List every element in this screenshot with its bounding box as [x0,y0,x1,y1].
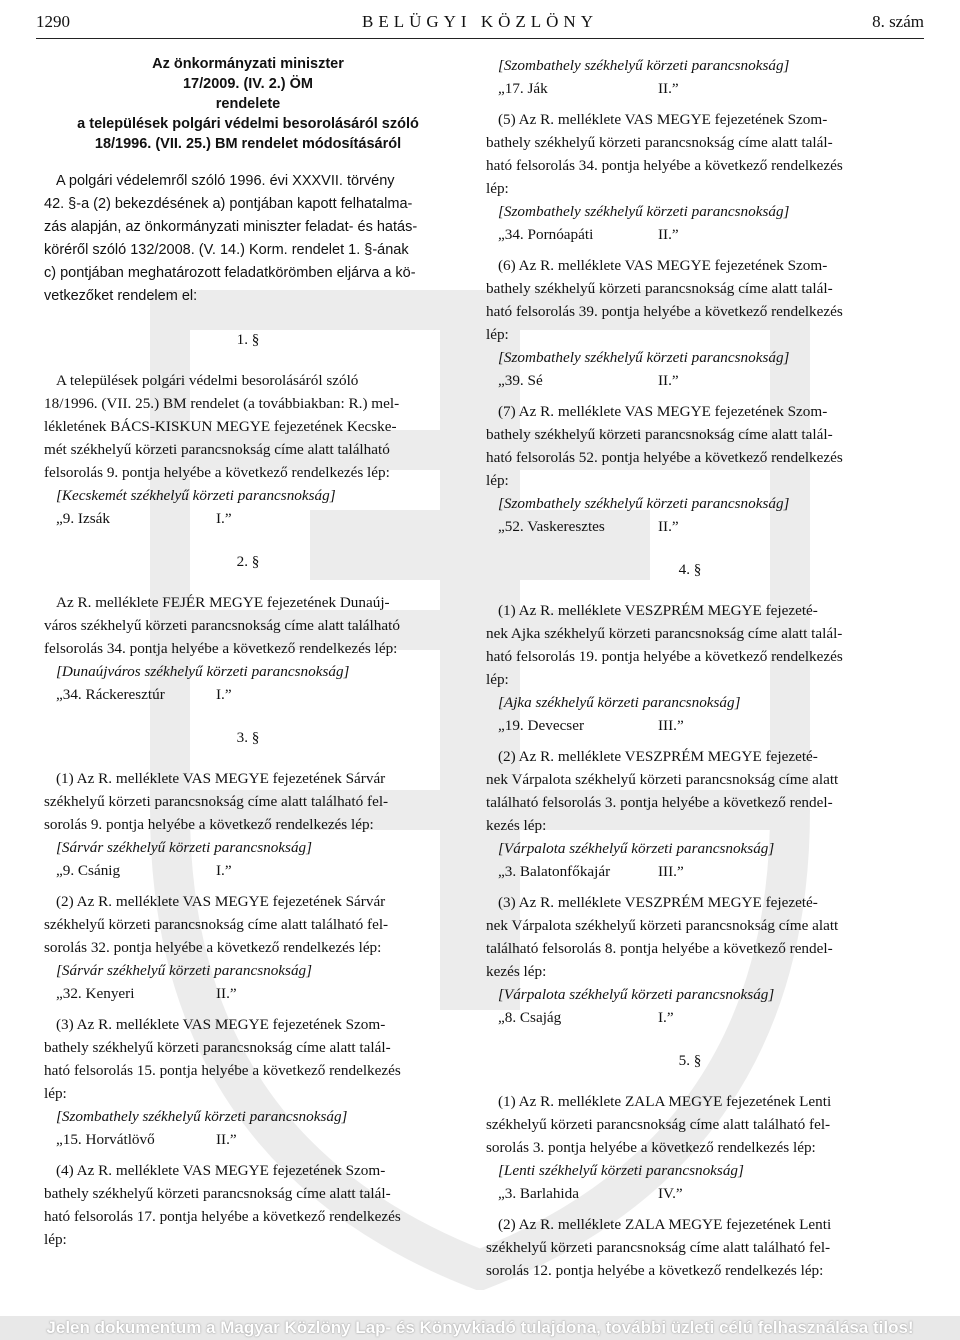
text-line: kezés lép: [486,817,547,834]
bracket-line: [Lenti székhelyű körzeti parancsnokság] [498,1162,744,1179]
entry-class: I.” [216,862,232,879]
issue-number: 8. szám [872,12,924,31]
entry-class: III.” [658,863,684,880]
bracket-line: [Szombathely székhelyű körzeti parancsnokság] [498,57,790,74]
title-line: Az önkormányzati miniszter [152,56,344,72]
text-line: ható felsorolás 39. pontja helyébe a következő rendelkezés [486,303,843,320]
text-line: (2) Az R. melléklete VAS MEGYE fejezetének Sárvár [56,893,386,910]
text-line: (4) Az R. melléklete VAS MEGYE fejezetének Szom- [56,1162,386,1179]
section-heading: 3. § [236,729,260,746]
entry-line [486,860,894,883]
bracket-line: [Kecskemét székhelyű körzeti parancsnokság] [56,487,336,504]
text-line: sorolás 12. pontja helyébe a következő rendelkezés lép: [486,1262,824,1279]
text-line: ható felsorolás 19. pontja helyébe a következő rendelkezés [486,648,843,665]
section-heading: 4. § [678,561,702,578]
text-line: ható felsorolás 52. pontja helyébe a következő rendelkezés [486,449,843,466]
text-line: lékletének BÁCS-KISKUN MEGYE fejezetének Kecske- [44,418,397,435]
text-line: mét székhelyű körzeti parancsnokság címe alatt található [44,441,390,458]
entry-name: „34. Pornóapáti [498,226,594,243]
text-line: nek Várpalota székhelyű körzeti parancsnokság címe alatt [486,917,839,934]
entry-line [486,77,894,100]
entry-line [486,714,894,737]
title-line: 17/2009. (IV. 2.) ÖM [182,76,314,92]
page-number: 1290 [36,12,70,31]
bracket-line: [Sárvár székhelyű körzeti parancsnokság] [56,962,313,979]
entry-class: II.” [658,226,679,243]
bracket-line: [Várpalota székhelyű körzeti parancsnokság] [498,840,775,857]
text-line: kezés lép: [486,963,547,980]
text-line: (5) Az R. melléklete VAS MEGYE fejezetének Szom- [498,111,828,128]
decree-title [44,54,452,154]
text-line: (2) Az R. melléklete VESZPRÉM MEGYE fejezeté- [498,748,818,765]
text-line: 18/1996. (VII. 25.) BM rendelet (a továbbiakban: R.) mel- [44,395,400,412]
entry-class: II.” [658,518,679,535]
entry-name: „9. Izsák [56,510,110,527]
text-line: zás alapján, az önkormányzati miniszter feladat- és hatás- [44,219,418,235]
text-line: c) pontjában meghatározott feladatkörömben eljárva a kö- [44,265,416,281]
text-line: székhelyű körzeti parancsnokság címe alatt található fel- [486,1239,831,1256]
entry-name: „9. Csánig [56,862,121,879]
text-line: lép: [486,671,509,688]
text-line: nek Várpalota székhelyű körzeti parancsnokság címe alatt [486,771,839,788]
bracket-line: [Dunaújváros székhelyű körzeti parancsnokság] [56,663,350,680]
text-line: nek Ajka székhelyű körzeti parancsnokság címe alatt talál- [486,625,843,642]
text-line: felsorolás 34. pontja helyébe a következő rendelkezés lép: [44,640,398,657]
entry-name: „17. Ják [498,80,548,97]
entry-name: „34. Ráckeresztúr [56,686,165,703]
entry-class: II.” [216,985,237,1002]
text-line: lép: [486,180,509,197]
text-line: bathely székhelyű körzeti parancsnokság címe alatt talál- [44,1039,391,1056]
entry-class: III.” [658,717,684,734]
entry-class: I.” [216,510,232,527]
text-line: bathely székhelyű körzeti parancsnokság címe alatt talál- [486,134,833,151]
copyright-notice: Jelen dokumentum a Magyar Közlöny Lap- és Könyvkiadó tulajdona, további üzleti célú felhasználása tilos! [46,1318,914,1337]
entry-line [44,859,452,882]
text-line: lép: [486,326,509,343]
entry-class: I.” [216,686,232,703]
entry-class: IV.” [658,1185,683,1202]
text-line: bathely székhelyű körzeti parancsnokság címe alatt talál- [486,426,833,443]
text-line: lép: [486,472,509,489]
entry-name: „32. Kenyeri [56,985,135,1002]
text-line: ható felsorolás 17. pontja helyébe a következő rendelkezés [44,1208,401,1225]
text-line: székhelyű körzeti parancsnokság címe alatt található fel- [44,793,389,810]
bracket-line: [Szombathely székhelyű körzeti parancsnokság] [498,349,790,366]
bracket-line: [Sárvár székhelyű körzeti parancsnokság] [56,839,313,856]
text-line: (7) Az R. melléklete VAS MEGYE fejezetének Szom- [498,403,828,420]
text-line: 42. §-a (2) bekezdésének a) pontjában kapott felhatalma- [44,196,413,212]
text-line: köréről szóló 132/2008. (V. 14.) Korm. rendelet 1. §-ának [44,242,409,258]
entry-line [44,1128,452,1151]
entry-line [486,1006,894,1029]
text-line: (2) Az R. melléklete ZALA MEGYE fejezetének Lenti [498,1216,832,1233]
text-line: város székhelyű körzeti parancsnokság címe alatt található [44,617,400,634]
text-line: sorolás 3. pontja helyébe a következő rendelkezés lép: [486,1139,816,1156]
title-line: rendelete [215,96,281,112]
entry-name: „15. Horvátlövő [56,1131,155,1148]
title-line: 18/1996. (VII. 25.) BM rendelet módosításáról [94,136,402,152]
text-line: sorolás 9. pontja helyébe a következő rendelkezés lép: [44,816,374,833]
bracket-line: [Szombathely székhelyű körzeti parancsnokság] [498,203,790,220]
entry-class: II.” [658,80,679,97]
entry-name: „8. Csajág [498,1009,562,1026]
text-line: székhelyű körzeti parancsnokság címe alatt található fel- [486,1116,831,1133]
entry-class: I.” [658,1009,674,1026]
text-line: (6) Az R. melléklete VAS MEGYE fejezetének Szom- [498,257,828,274]
text-line: ható felsorolás 15. pontja helyébe a következő rendelkezés [44,1062,401,1079]
entry-line [486,223,894,246]
text-line: Az R. melléklete FEJÉR MEGYE fejezetének Dunaúj- [56,594,390,611]
entry-line [486,369,894,392]
text-line: található felsorolás 3. pontja helyébe a következő rendel- [486,794,833,811]
text-line: bathely székhelyű körzeti parancsnokság címe alatt talál- [486,280,833,297]
entry-name: „39. Sé [498,372,543,389]
text-line: (1) Az R. melléklete VESZPRÉM MEGYE fejezeté- [498,602,818,619]
section-heading: 1. § [236,331,260,348]
text-line: (1) Az R. melléklete VAS MEGYE fejezetének Sárvár [56,770,386,787]
entry-line [44,683,452,706]
text-line: található felsorolás 8. pontja helyébe a következő rendel- [486,940,833,957]
entry-name: „19. Devecser [498,717,585,734]
text-line: ható felsorolás 34. pontja helyébe a következő rendelkezés [486,157,843,174]
bracket-line: [Ajka székhelyű körzeti parancsnokság] [498,694,741,711]
section-heading: 2. § [236,553,260,570]
left-column [44,54,452,1251]
text-line: A polgári védelemről szóló 1996. évi XXXVII. törvény [56,173,395,189]
entry-line [486,515,894,538]
section-heading: 5. § [678,1052,702,1069]
text-line: (1) Az R. melléklete ZALA MEGYE fejezetének Lenti [498,1093,832,1110]
entry-class: II.” [658,372,679,389]
text-line: (3) Az R. melléklete VAS MEGYE fejezetének Szom- [56,1016,386,1033]
entry-class: II.” [216,1131,237,1148]
bracket-line: [Szombathely székhelyű körzeti parancsnokság] [56,1108,348,1125]
text-line: vetkezőket rendelem el: [44,288,198,304]
bracket-line: [Szombathely székhelyű körzeti parancsnokság] [498,495,790,512]
title-line: a települések polgári védelmi besorolásáról szóló [77,116,419,132]
text-line: sorolás 32. pontja helyébe a következő rendelkezés lép: [44,939,382,956]
entry-line [486,1182,894,1205]
entry-line [44,507,452,530]
text-line: A települések polgári védelmi besorolásáról szóló [56,372,359,389]
entry-name: „52. Vaskeresztes [498,518,605,535]
bracket-line: [Várpalota székhelyű körzeti parancsnokság] [498,986,775,1003]
text-line: (3) Az R. melléklete VESZPRÉM MEGYE fejezeté- [498,894,818,911]
text-line: bathely székhelyű körzeti parancsnokság címe alatt talál- [44,1185,391,1202]
page-header [36,8,924,39]
text-line: székhelyű körzeti parancsnokság címe alatt található fel- [44,916,389,933]
preamble [44,170,452,308]
text-line: lép: [44,1085,67,1102]
text-line: felsorolás 9. pontja helyébe a következő rendelkezés lép: [44,464,390,481]
entry-name: „3. Barlahida [498,1185,579,1202]
text-line: lép: [44,1231,67,1248]
right-column [486,54,894,1282]
entry-line [44,982,452,1005]
entry-name: „3. Balatonfőkajár [498,863,611,880]
journal-title: BELÜGYI KÖZLÖNY [361,12,598,31]
